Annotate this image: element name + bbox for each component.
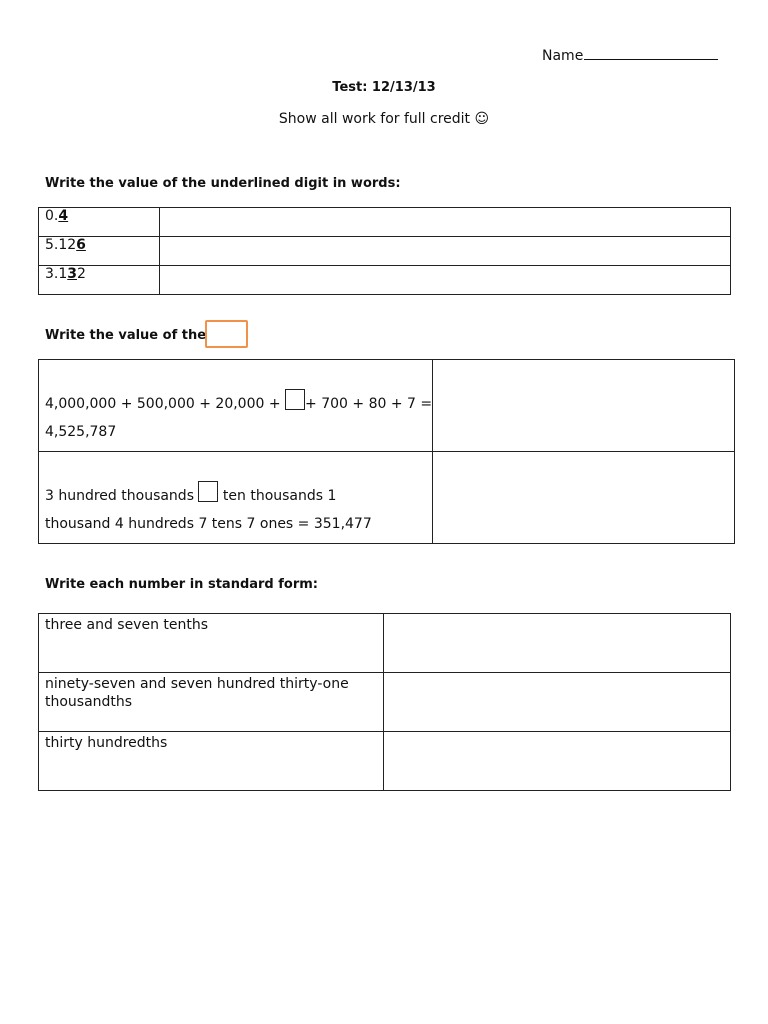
expression-text: + 700 + 80 + 7 = [305, 396, 433, 412]
answer-cell[interactable] [433, 452, 735, 544]
prompt-cell: ninety-seven and seven hundred thirty-one thousandths [39, 673, 384, 732]
expression-cell [39, 452, 433, 544]
name-field[interactable] [542, 48, 718, 64]
answer-cell[interactable] [433, 360, 735, 452]
table-row [39, 452, 735, 544]
name-blank-line[interactable] [584, 59, 718, 60]
expression-line [45, 481, 432, 510]
answer-cell[interactable] [384, 673, 731, 732]
blank-box[interactable] [285, 389, 305, 410]
expression-text: ten thousands 1 [218, 488, 337, 504]
test-title: Test: 12/13/13 [332, 80, 436, 95]
prompt-cell: thirty hundredths [39, 732, 384, 791]
blank-box[interactable] [198, 481, 218, 502]
answer-cell[interactable] [160, 208, 731, 237]
standard-form-table [38, 613, 731, 791]
number-text: 2 [77, 266, 86, 282]
table-row [39, 732, 731, 791]
answer-cell[interactable] [160, 237, 731, 266]
table-row [39, 266, 731, 295]
prompt-cell: three and seven tenths [39, 614, 384, 673]
section1-heading: Write the value of the underlined digit in words: [45, 176, 401, 191]
missing-value-table [38, 359, 735, 544]
expression-text: 3 hundred thousands [45, 488, 199, 504]
table-row [39, 614, 731, 673]
number-text: 5.12 [45, 237, 77, 253]
table-row [39, 673, 731, 732]
expression-text: 4,000,000 + 500,000 + 20,000 + [45, 396, 286, 412]
name-label: Name [542, 48, 584, 64]
number-cell [39, 237, 160, 266]
section2-heading: Write the value of the [45, 328, 207, 343]
number-text: 0. [45, 208, 59, 224]
section3-heading: Write each number in standard form: [45, 577, 319, 592]
table-row [39, 237, 731, 266]
underlined-digit-table [38, 207, 731, 295]
table-row [39, 360, 735, 452]
expression-cell [39, 360, 433, 452]
expression-line: thousand 4 hundreds 7 tens 7 ones = 351,477 [45, 516, 372, 532]
number-text: 3.1 [45, 266, 68, 282]
table-row [39, 208, 731, 237]
expression-line: 4,525,787 [45, 424, 117, 440]
answer-cell[interactable] [384, 614, 731, 673]
answer-cell[interactable] [160, 266, 731, 295]
expression-line [45, 389, 432, 418]
instructions-subtitle: Show all work for full credit ☺ [278, 111, 490, 127]
underlined-digit: 3 [67, 266, 78, 282]
number-cell [39, 208, 160, 237]
underlined-digit: 6 [76, 237, 86, 253]
number-cell [39, 266, 160, 295]
underlined-digit: 4 [58, 208, 69, 224]
answer-cell[interactable] [384, 732, 731, 791]
orange-blank-box [205, 320, 248, 348]
